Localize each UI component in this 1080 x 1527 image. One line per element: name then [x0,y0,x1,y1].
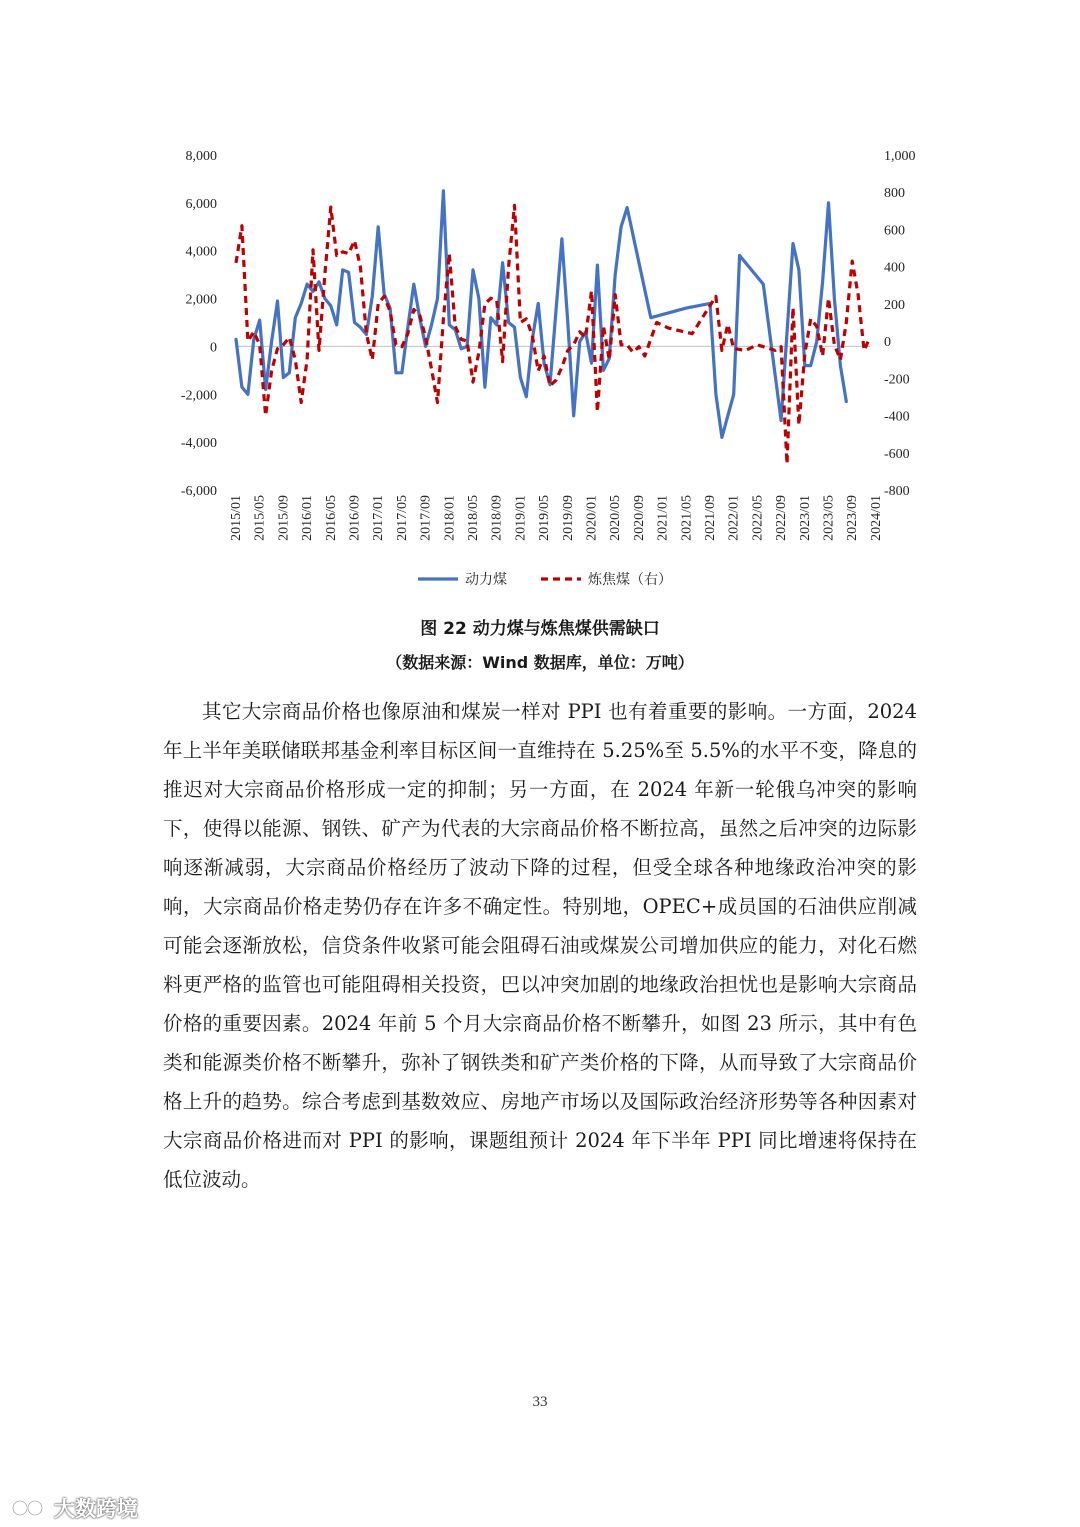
right-axis-tick-label: -600 [884,446,910,462]
figure-title: 图 22 动力煤与炼焦煤供需缺口 [420,619,660,639]
right-axis-tick-label: 0 [884,335,891,351]
x-axis-tick-label: 2023/09 [845,495,861,541]
left-axis-tick-label: 4,000 [185,244,217,260]
x-axis-tick-label: 2016/01 [300,495,316,541]
watermark-logo-icon [10,1497,48,1519]
left-axis-tick-label: 0 [210,340,217,356]
left-axis-tick-label: 6,000 [185,196,217,212]
right-axis-tick-label: -200 [884,372,910,388]
coal-supply-demand-gap-chart [0,0,1080,600]
left-axis-tick-label: -2,000 [180,388,217,404]
right-axis-tick-label: 200 [884,297,905,313]
right-axis-tick-label: -800 [884,484,910,499]
body-text [163,692,917,1199]
page-number: 33 [532,1394,548,1410]
legend-label-coking-coal: 炼焦煤（右） [588,573,672,588]
watermark-text: 大数跨境 [54,1497,138,1521]
right-y-axis [884,149,916,499]
x-axis-tick-label: 2021/01 [655,495,671,541]
x-axis-tick-label: 2017/09 [418,495,434,541]
x-axis-tick-label: 2018/05 [466,495,482,541]
watermark [10,1494,138,1522]
x-axis-tick-label: 2020/05 [608,495,624,541]
right-axis-tick-label: 400 [884,260,905,276]
x-axis-tick-label: 2024/01 [868,495,884,541]
left-y-axis [181,149,217,499]
legend-label-thermal-coal: 动力煤 [465,573,507,588]
x-axis-tick-label: 2017/01 [371,495,387,541]
x-axis-tick-label: 2022/09 [774,495,790,541]
figure-source: （数据来源：Wind 数据库，单位：万吨） [386,653,694,672]
x-axis-tick-label: 2018/01 [442,495,458,541]
series-layer [236,191,870,464]
x-axis-tick-label: 2018/09 [489,495,505,541]
right-axis-tick-label: 600 [884,223,905,239]
right-axis-tick-label: -400 [884,409,910,425]
x-axis-tick-label: 2020/01 [584,495,600,541]
x-axis-tick-label: 2015/01 [229,495,244,541]
x-axis-tick-label: 2016/09 [347,495,363,541]
x-axis-tick-label: 2022/05 [750,495,766,541]
left-axis-tick-label: 8,000 [185,149,217,164]
x-axis-tick-label: 2021/05 [679,495,695,541]
x-axis [229,495,884,541]
x-axis-tick-label: 2019/09 [560,495,576,541]
x-axis-tick-label: 2016/05 [323,495,339,541]
x-axis-tick-label: 2023/05 [821,495,837,541]
series-line-thermal-coal [236,191,846,438]
x-axis-tick-label: 2019/01 [513,495,529,541]
chart-legend [418,571,672,588]
x-axis-tick-label: 2023/01 [797,495,813,541]
left-axis-tick-label: -6,000 [180,484,217,499]
x-axis-tick-label: 2021/09 [703,495,719,541]
left-axis-tick-label: -4,000 [180,436,217,452]
right-axis-tick-label: 1,000 [884,149,916,164]
x-axis-tick-label: 2015/09 [276,495,292,541]
x-axis-tick-label: 2015/05 [252,495,268,541]
left-axis-tick-label: 2,000 [185,292,217,308]
x-axis-tick-label: 2019/05 [537,495,553,541]
x-axis-tick-label: 2022/01 [726,495,742,541]
body-paragraph: 其它大宗商品价格也像原油和煤炭一样对 PPI 也有着重要的影响。一方面，2024 年上半年美联储联邦基金利率目标区间一直维持在 5.25%至 5.5%的水平不变，降息的推迟对大宗商品价格形成一定的抑制；另一方面，在 2024 年新一轮俄乌冲突的影响下，使得以能源、钢铁、矿产为代表的大宗商品价格不断拉高，虽然之后冲突的边际影响逐渐减弱，大宗商品价格经历了波动下降的过程，但受全球各种地缘政治冲突的影响，大宗商品价格走势仍存在许多不确定性。特别地，OPEC+成员国的石油供应削减可能会逐渐放松，信贷条件收紧可能会阻碍石油或煤炭公司增加供应的能力，对化石燃料更严格的监管也可能阻碍相关投资，巴以冲突加剧的地缘政治担忧也是影响大宗商品价格的重要因素。2024 年前 5 个月大宗商品价格不断攀升，如图 23 所示，其中有色类和能源类价格不断攀升，弥补了钢铁类和矿产类价格的下降，从而导致了大宗商品价格上升的趋势。综合考虑到基数效应、房地产市场以及国际政治经济形势等各种因素对大宗商品价格进而对 PPI 的影响，课题组预计 2024 年下半年 PPI 同比增速将保持在低位波动。 [163,700,917,1191]
x-axis-tick-label: 2017/05 [394,495,410,541]
right-axis-tick-label: 800 [884,186,905,202]
x-axis-tick-label: 2020/09 [631,495,647,541]
